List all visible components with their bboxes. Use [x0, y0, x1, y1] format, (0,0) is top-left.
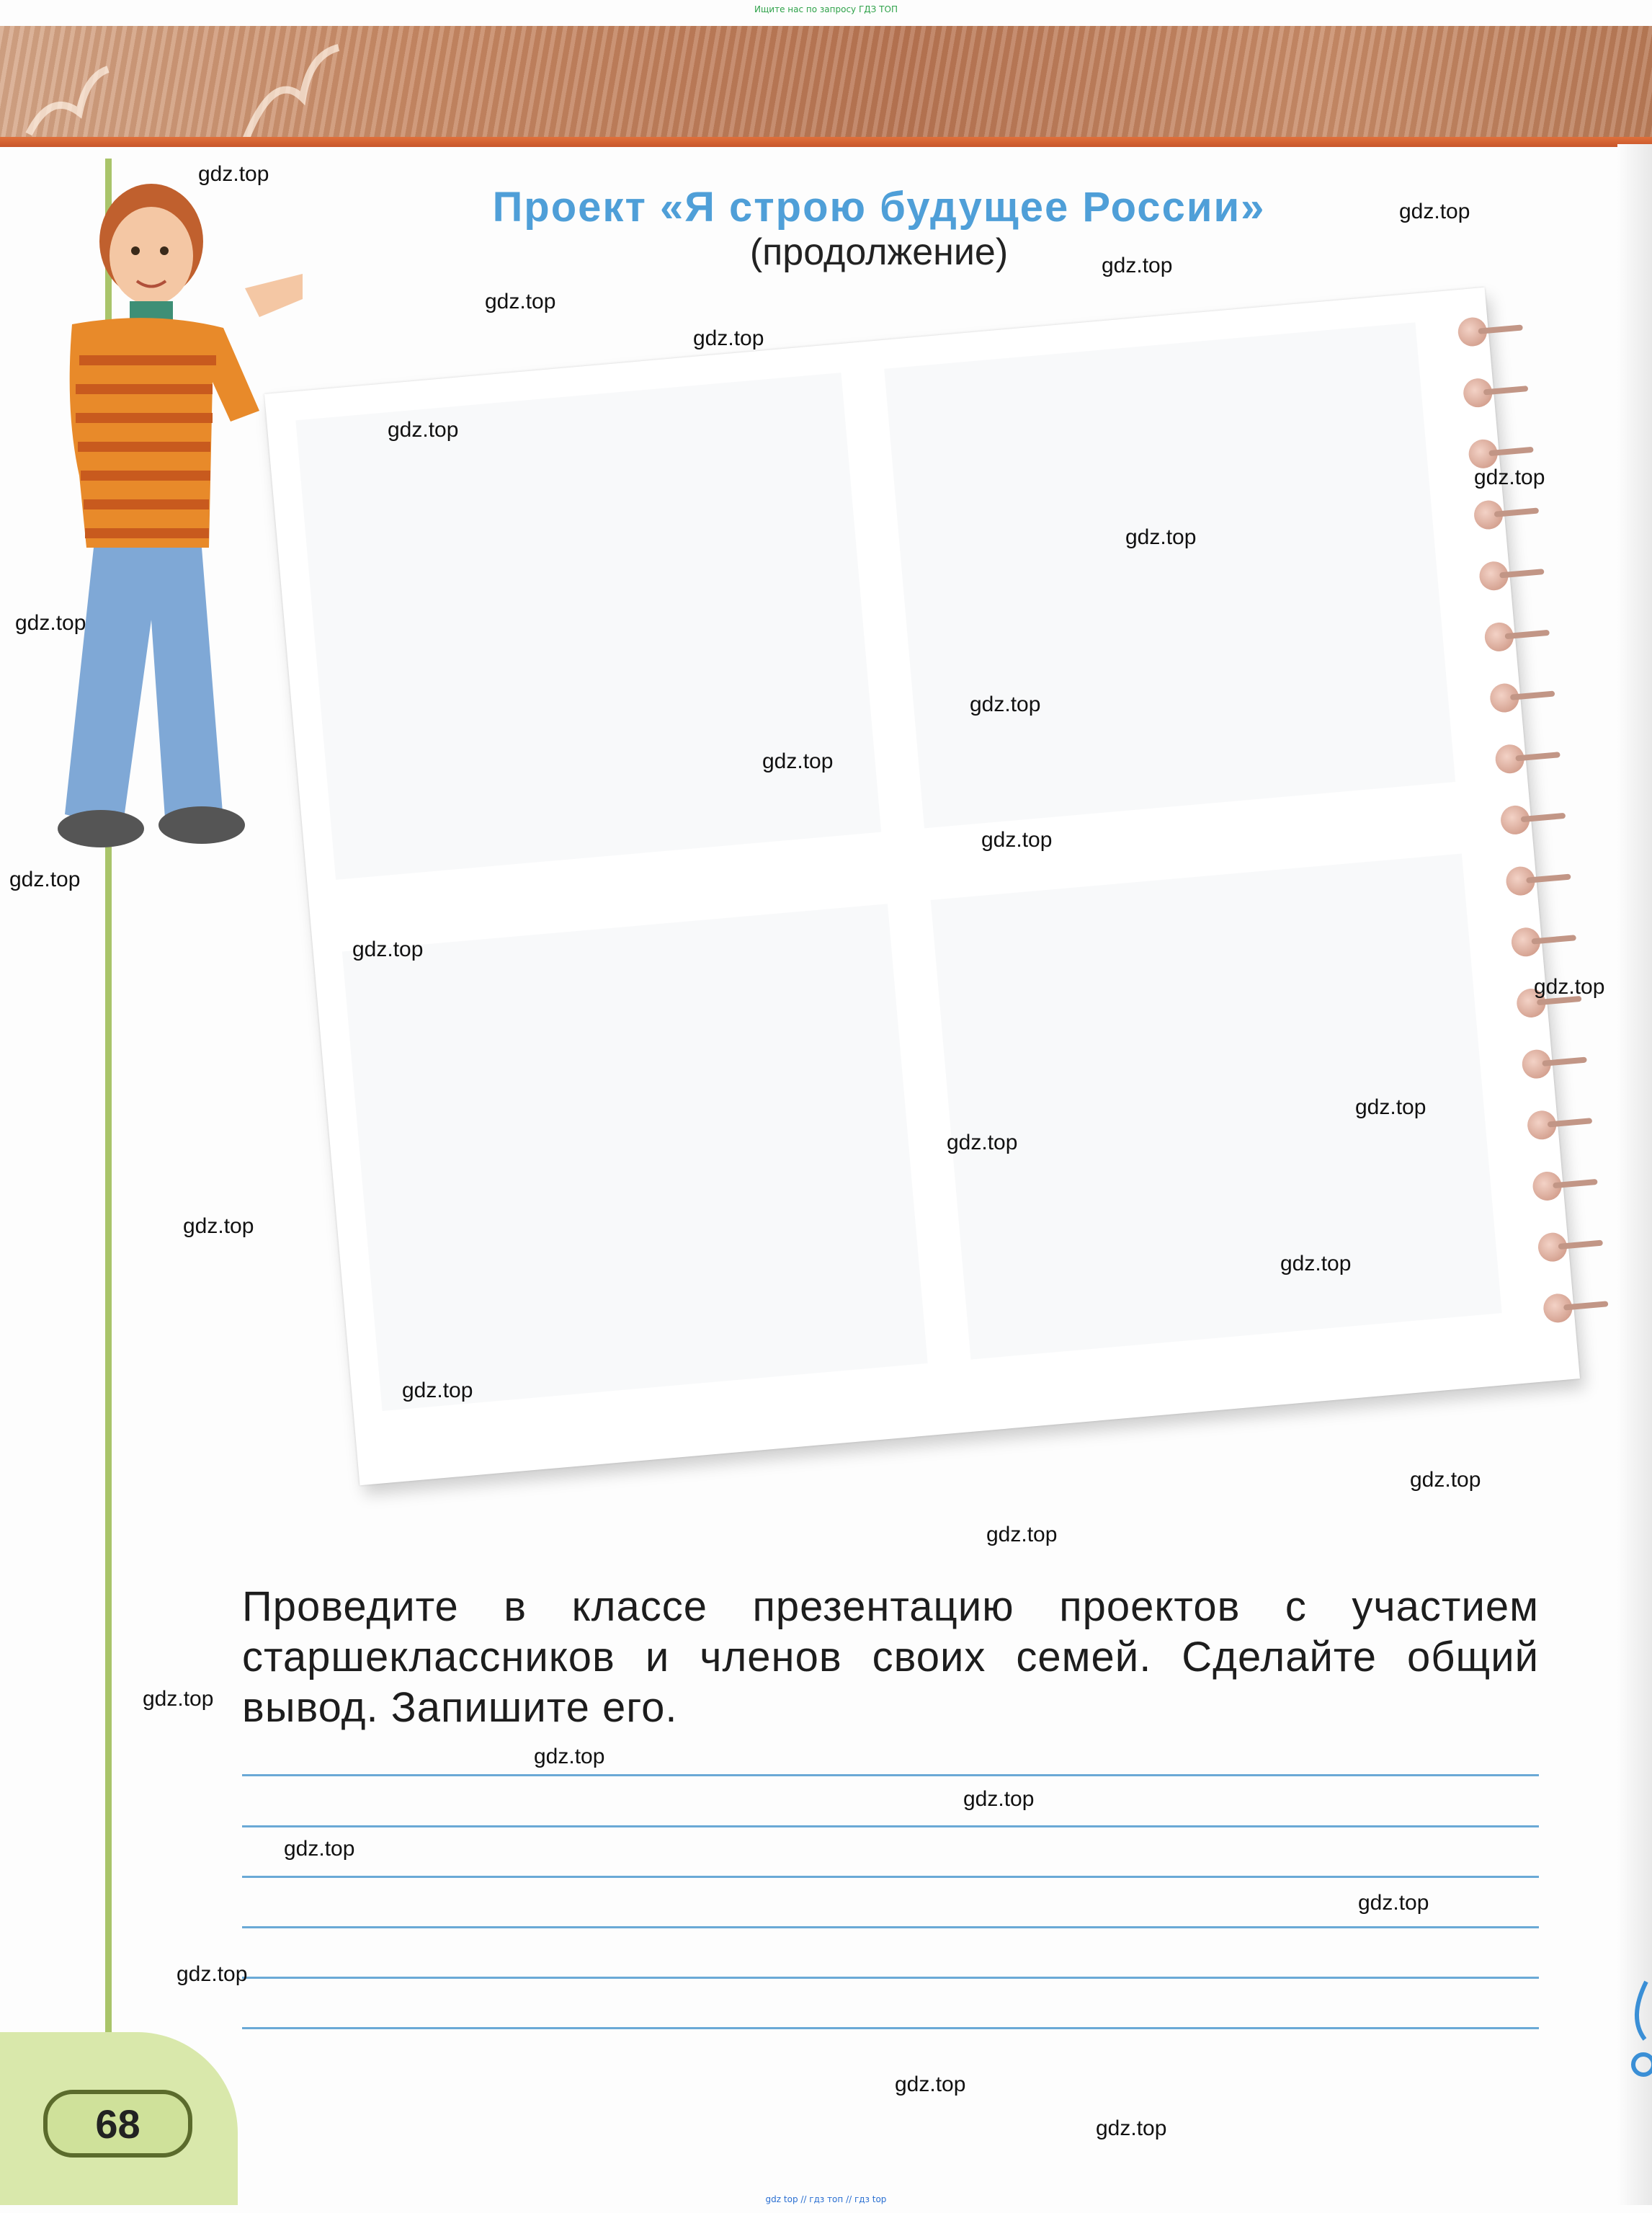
watermark: gdz.top: [485, 290, 556, 313]
watermark: gdz.top: [9, 868, 81, 891]
watermark: gdz.top: [762, 749, 834, 773]
watermark: gdz.top: [1358, 1891, 1429, 1915]
scissors-icon: [1625, 1974, 1652, 2083]
project-subtitle: (продолжение): [749, 231, 1009, 273]
header-banner-photo: [0, 26, 1652, 145]
answer-line[interactable]: [242, 1977, 1539, 1979]
answer-line[interactable]: [242, 2027, 1539, 2029]
bottom-note: gdz top // гдз топ // гдз top: [765, 2194, 887, 2204]
top-note: Ищите нас по запросу ГДЗ ТОП: [754, 4, 898, 14]
watermark: gdz.top: [947, 1131, 1018, 1154]
watermark: gdz.top: [1410, 1468, 1481, 1492]
watermark: gdz.top: [183, 1214, 254, 1238]
watermark: gdz.top: [986, 1523, 1058, 1546]
task-instruction: Проведите в классе презентацию проектов с участием старшеклассников и членов своих семей. Сделайте общий вывод. Запишите его.: [242, 1583, 1539, 1731]
faint-photo-2: [884, 322, 1455, 828]
page-edge-shadow: [1617, 144, 1652, 2205]
watermark: gdz.top: [981, 828, 1053, 852]
watermark: gdz.top: [970, 693, 1041, 716]
page-number: 68: [43, 2090, 192, 2158]
watermark: gdz.top: [1474, 466, 1545, 489]
project-title: Проект «Я строю будущее России»: [492, 184, 1266, 231]
watermark: gdz.top: [1125, 525, 1197, 549]
watermark: gdz.top: [402, 1379, 473, 1402]
watermark: gdz.top: [534, 1745, 605, 1768]
watermark: gdz.top: [177, 1962, 248, 1986]
watermark: gdz.top: [352, 938, 424, 961]
answer-line[interactable]: [242, 1926, 1539, 1928]
answer-line[interactable]: [242, 1774, 1539, 1776]
watermark: gdz.top: [1102, 254, 1173, 277]
watermark: gdz.top: [143, 1687, 214, 1711]
watermark: gdz.top: [1534, 975, 1605, 999]
answer-line[interactable]: [242, 1876, 1539, 1878]
watermark: gdz.top: [1280, 1252, 1352, 1275]
watermark: gdz.top: [693, 326, 764, 350]
answer-line[interactable]: [242, 1825, 1539, 1827]
birds-illustration: [0, 26, 360, 145]
watermark: gdz.top: [198, 162, 269, 186]
watermark: gdz.top: [15, 611, 86, 635]
watermark: gdz.top: [1096, 2116, 1167, 2140]
watermark: gdz.top: [284, 1837, 355, 1861]
watermark: gdz.top: [388, 418, 459, 442]
watermark: gdz.top: [963, 1787, 1035, 1811]
watermark: gdz.top: [1399, 200, 1470, 223]
watermark: gdz.top: [895, 2072, 966, 2096]
faint-photo-1: [295, 373, 881, 880]
boy-illustration: [43, 173, 303, 865]
banner-stripe: [0, 137, 1652, 147]
notepad-sheet: [264, 288, 1580, 1485]
watermark: gdz.top: [1355, 1095, 1426, 1119]
faint-photo-3: [342, 904, 928, 1411]
